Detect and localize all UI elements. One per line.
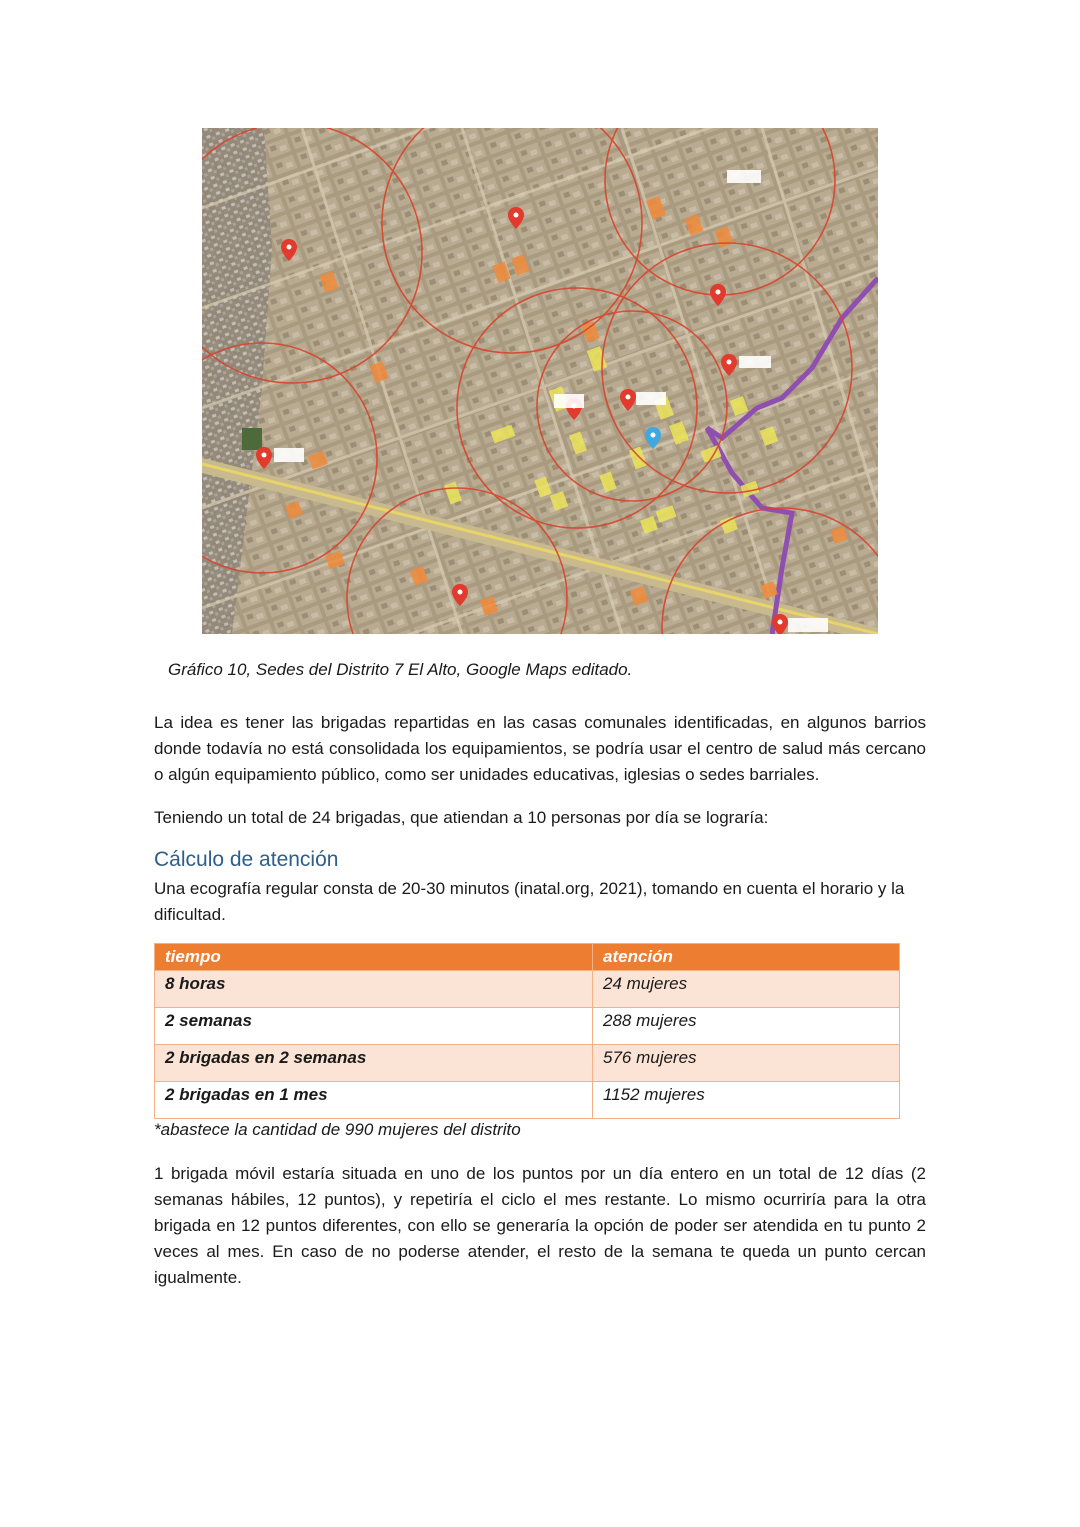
- paragraph-total: Teniendo un total de 24 brigadas, que atiendan a 10 personas por día se lograría:: [154, 808, 769, 827]
- district-map: [202, 128, 878, 634]
- cell-tiempo: 8 horas: [155, 971, 593, 1008]
- figure-caption: Gráfico 10, Sedes del Distrito 7 El Alto, Google Maps editado.: [168, 660, 633, 679]
- header-tiempo: tiempo: [155, 944, 593, 971]
- paragraph-brigada-movil: 1 brigada móvil estaría situada en uno de los puntos por un día entero en un total de 12 días (2 semanas hábiles, 12 puntos), y repetiría el ciclo el mes restante. Lo mismo ocurriría para la otra brigada en 12 puntos diferentes, con ello se generaría la opción de poder ser atendida en tu punto 2 veces al mes. En caso de no poderse atender, el resto de la semana te queda un punto cercan igualmente.: [154, 1164, 926, 1287]
- cell-atencion: 1152 mujeres: [593, 1082, 900, 1119]
- table-row: [155, 971, 900, 1008]
- table-row: [155, 1008, 900, 1045]
- cell-atencion: 576 mujeres: [593, 1045, 900, 1082]
- table-header-row: [155, 944, 900, 971]
- table-note: *abastece la cantidad de 990 mujeres del distrito: [154, 1120, 521, 1139]
- table-row: [155, 1045, 900, 1082]
- cell-atencion: 288 mujeres: [593, 1008, 900, 1045]
- map-graphic: [202, 128, 878, 634]
- cell-tiempo: 2 brigadas en 1 mes: [155, 1082, 593, 1119]
- paragraph-ecografia: Una ecografía regular consta de 20-30 minutos (inatal.org, 2021), tomando en cuenta el horario y la dificultad.: [154, 879, 905, 924]
- table-row: [155, 1082, 900, 1119]
- section-heading: Cálculo de atención: [154, 848, 339, 871]
- cell-tiempo: 2 semanas: [155, 1008, 593, 1045]
- green-field: [242, 428, 262, 450]
- attention-table: [154, 943, 900, 1119]
- cell-atencion: 24 mujeres: [593, 971, 900, 1008]
- paragraph-brigadas: La idea es tener las brigadas repartidas en las casas comunales identificadas, en algunos barrios donde todavía no está consolidada los equipamientos, se podría usar el centro de salud más cercano o algún equipamiento público, como ser unidades educativas, iglesias o sedes barriales.: [154, 713, 926, 784]
- header-atencion: atención: [593, 944, 900, 971]
- cell-tiempo: 2 brigadas en 2 semanas: [155, 1045, 593, 1082]
